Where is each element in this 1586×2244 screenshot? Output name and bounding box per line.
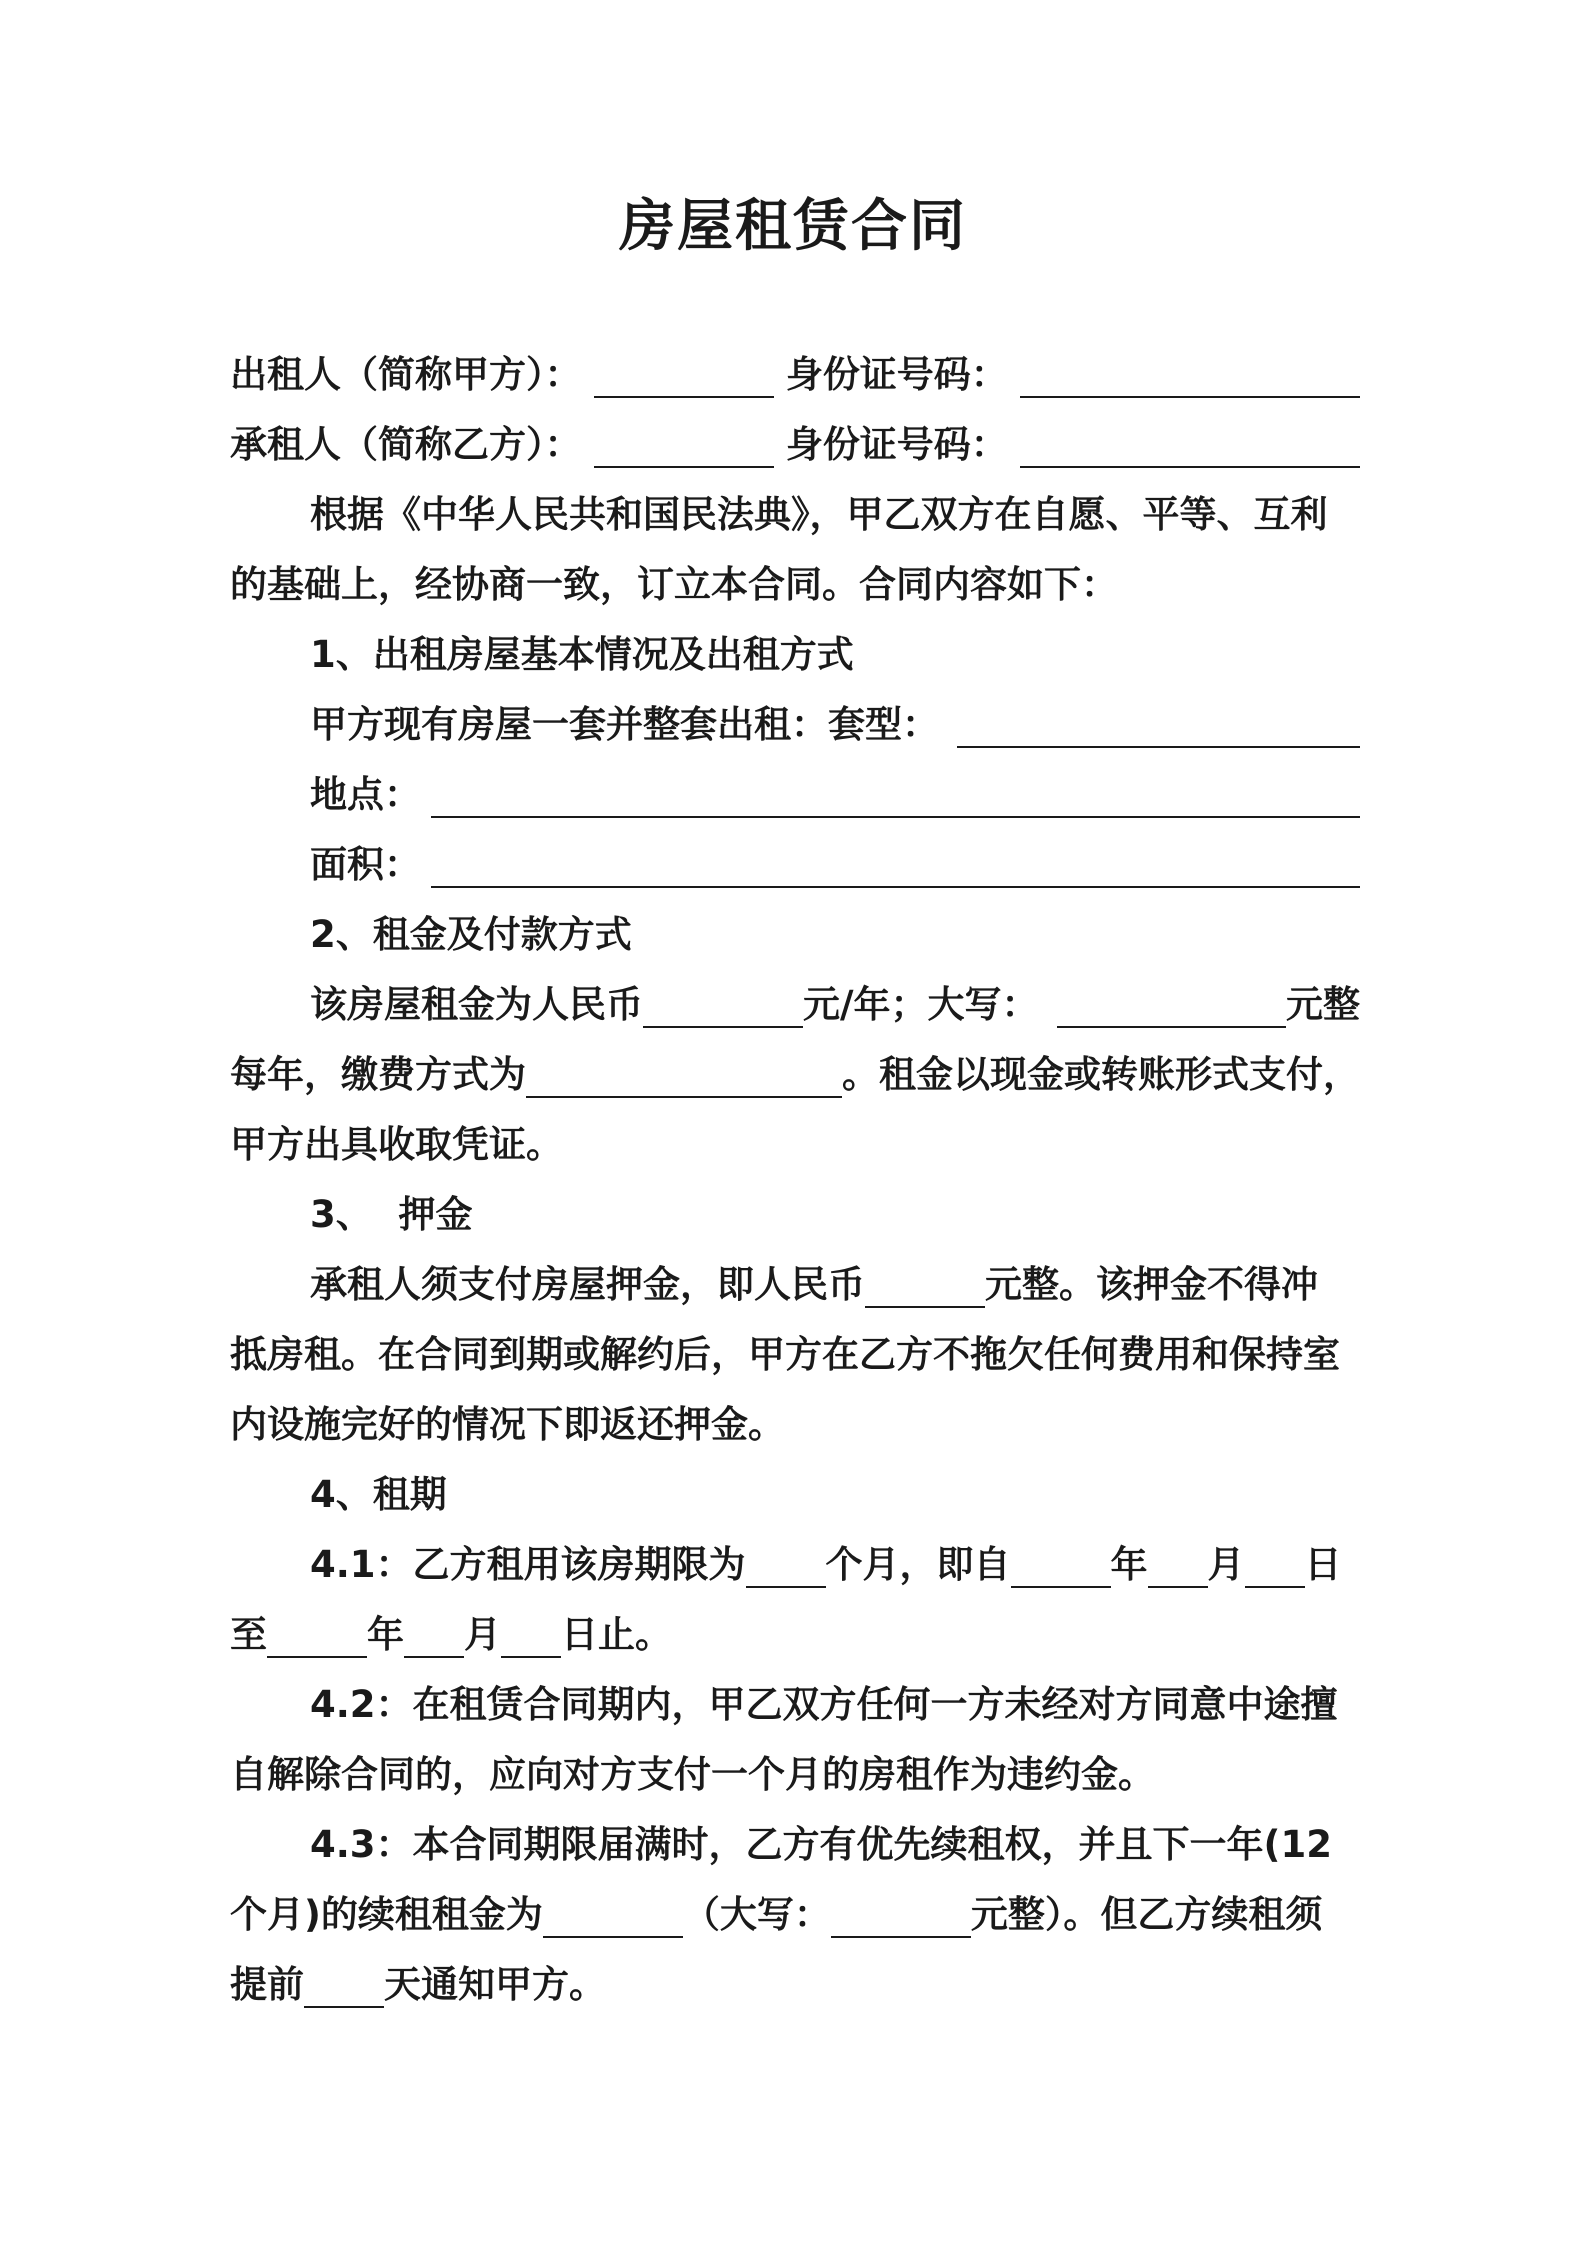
intro-line-1: 根据《中华人民共和国民法典》，甲乙双方在自愿、平等、互利 (310, 493, 1328, 536)
lessor-id-label: 身份证号码： (785, 353, 1008, 396)
section-1-heading: 1、出租房屋基本情况及出租方式 (310, 633, 854, 676)
rent-amount-field[interactable] (643, 982, 803, 1028)
clause-4-3-line-1: 4.3：本合同期限届满时，乙方有优先续租权，并且下一年(12 (310, 1823, 1332, 1866)
section-4-heading: 4、租期 (310, 1473, 447, 1516)
lessor-label: 出租人（简称甲方）： (230, 353, 582, 396)
lessee-label: 承租人（简称乙方）： (230, 423, 582, 466)
lessor-name-field[interactable] (594, 352, 774, 398)
clause-4-2-line-1: 4.2：在租赁合同期内，甲乙双方任何一方未经对方同意中途擅 (310, 1683, 1338, 1726)
page-title: 房屋租赁合同 (619, 194, 967, 259)
clause-4-1-row (310, 1520, 1360, 1588)
lessee-name-field[interactable] (594, 422, 774, 468)
section-3-heading: 3、 押金 (310, 1193, 473, 1236)
rent-suffix: 元整 (1286, 983, 1360, 1026)
rent-prefix: 该房屋租金为人民币 (310, 983, 643, 1026)
end-year-label: 年 (367, 1613, 404, 1656)
end-month-field[interactable] (404, 1612, 464, 1658)
start-month-label: 月 (1207, 1543, 1245, 1586)
deposit-line-3: 内设施完好的情况下即返还押金。 (230, 1403, 785, 1446)
lessee-row (230, 400, 1360, 468)
payment-prefix: 每年，缴费方式为 (230, 1053, 526, 1096)
clause-4-1-end-row (230, 1590, 1360, 1658)
renewal-capital-label: （大写： (682, 1893, 831, 1936)
start-day-label: 日 (1304, 1543, 1342, 1586)
clause-4-1-prefix: 4.1：乙方租用该房期限为 (310, 1543, 746, 1586)
area-field[interactable] (431, 842, 1360, 888)
lessee-id-field[interactable] (1020, 422, 1360, 468)
payment-suffix: 。租金以现金或转账形式支付， (842, 1053, 1360, 1096)
end-year-field[interactable] (267, 1612, 367, 1658)
payment-row (230, 1030, 1360, 1098)
deposit-row (310, 1240, 1360, 1308)
house-type-label: 甲方现有房屋一套并整套出租：套型： (310, 703, 939, 746)
start-year-field[interactable] (1011, 1542, 1111, 1588)
lessor-row (230, 330, 1360, 398)
rent-row (310, 960, 1360, 1028)
notice-prefix: 提前 (230, 1963, 304, 2006)
clause-4-2-line-2: 自解除合同的，应向对方支付一个月的房租作为违约金。 (230, 1753, 1155, 1796)
rent-capital-field[interactable] (1057, 982, 1286, 1028)
payment-method-field[interactable] (526, 1052, 842, 1098)
deposit-prefix: 承租人须支付房屋押金，即人民币 (310, 1263, 865, 1306)
location-label: 地点： (310, 773, 421, 816)
area-row (310, 820, 1360, 888)
rent-unit: 元/年；大写： (803, 983, 1039, 1026)
intro-line-2: 的基础上，经协商一致，订立本合同。合同内容如下： (230, 563, 1118, 606)
area-label: 面积： (310, 843, 421, 886)
renewal-capital-field[interactable] (831, 1892, 971, 1938)
house-type-field[interactable] (957, 702, 1360, 748)
section-2-heading: 2、租金及付款方式 (310, 913, 632, 956)
renewal-prefix: 个月)的续租租金为 (230, 1893, 543, 1936)
notice-suffix: 天通知甲方。 (384, 1963, 606, 2006)
clause-4-3-notice-row (230, 1940, 1360, 2008)
end-month-label: 月 (464, 1613, 501, 1656)
deposit-suffix: 元整。该押金不得冲 (985, 1263, 1318, 1306)
end-day-field[interactable] (501, 1612, 561, 1658)
deposit-line-2: 抵房租。在合同到期或解约后，甲方在乙方不拖欠任何费用和保持室 (230, 1333, 1340, 1376)
start-day-field[interactable] (1245, 1542, 1305, 1588)
renewal-rent-field[interactable] (543, 1892, 683, 1938)
house-type-row (310, 680, 1360, 748)
clause-4-3-renewal-row (230, 1870, 1360, 1938)
location-field[interactable] (431, 772, 1360, 818)
renewal-suffix: 元整）。但乙方续租须 (970, 1893, 1323, 1936)
end-to-label: 至 (230, 1613, 267, 1656)
deposit-amount-field[interactable] (865, 1262, 985, 1308)
term-months-field[interactable] (746, 1542, 826, 1588)
location-row (310, 750, 1360, 818)
clause-4-1-months: 个月，即自 (825, 1543, 1011, 1586)
receipt-line: 甲方出具收取凭证。 (230, 1123, 563, 1166)
notice-days-field[interactable] (304, 1962, 384, 2008)
start-year-label: 年 (1110, 1543, 1148, 1586)
lessee-id-label: 身份证号码： (785, 423, 1008, 466)
lessor-id-field[interactable] (1020, 352, 1360, 398)
start-month-field[interactable] (1148, 1542, 1208, 1588)
end-day-label: 日止。 (561, 1613, 672, 1656)
